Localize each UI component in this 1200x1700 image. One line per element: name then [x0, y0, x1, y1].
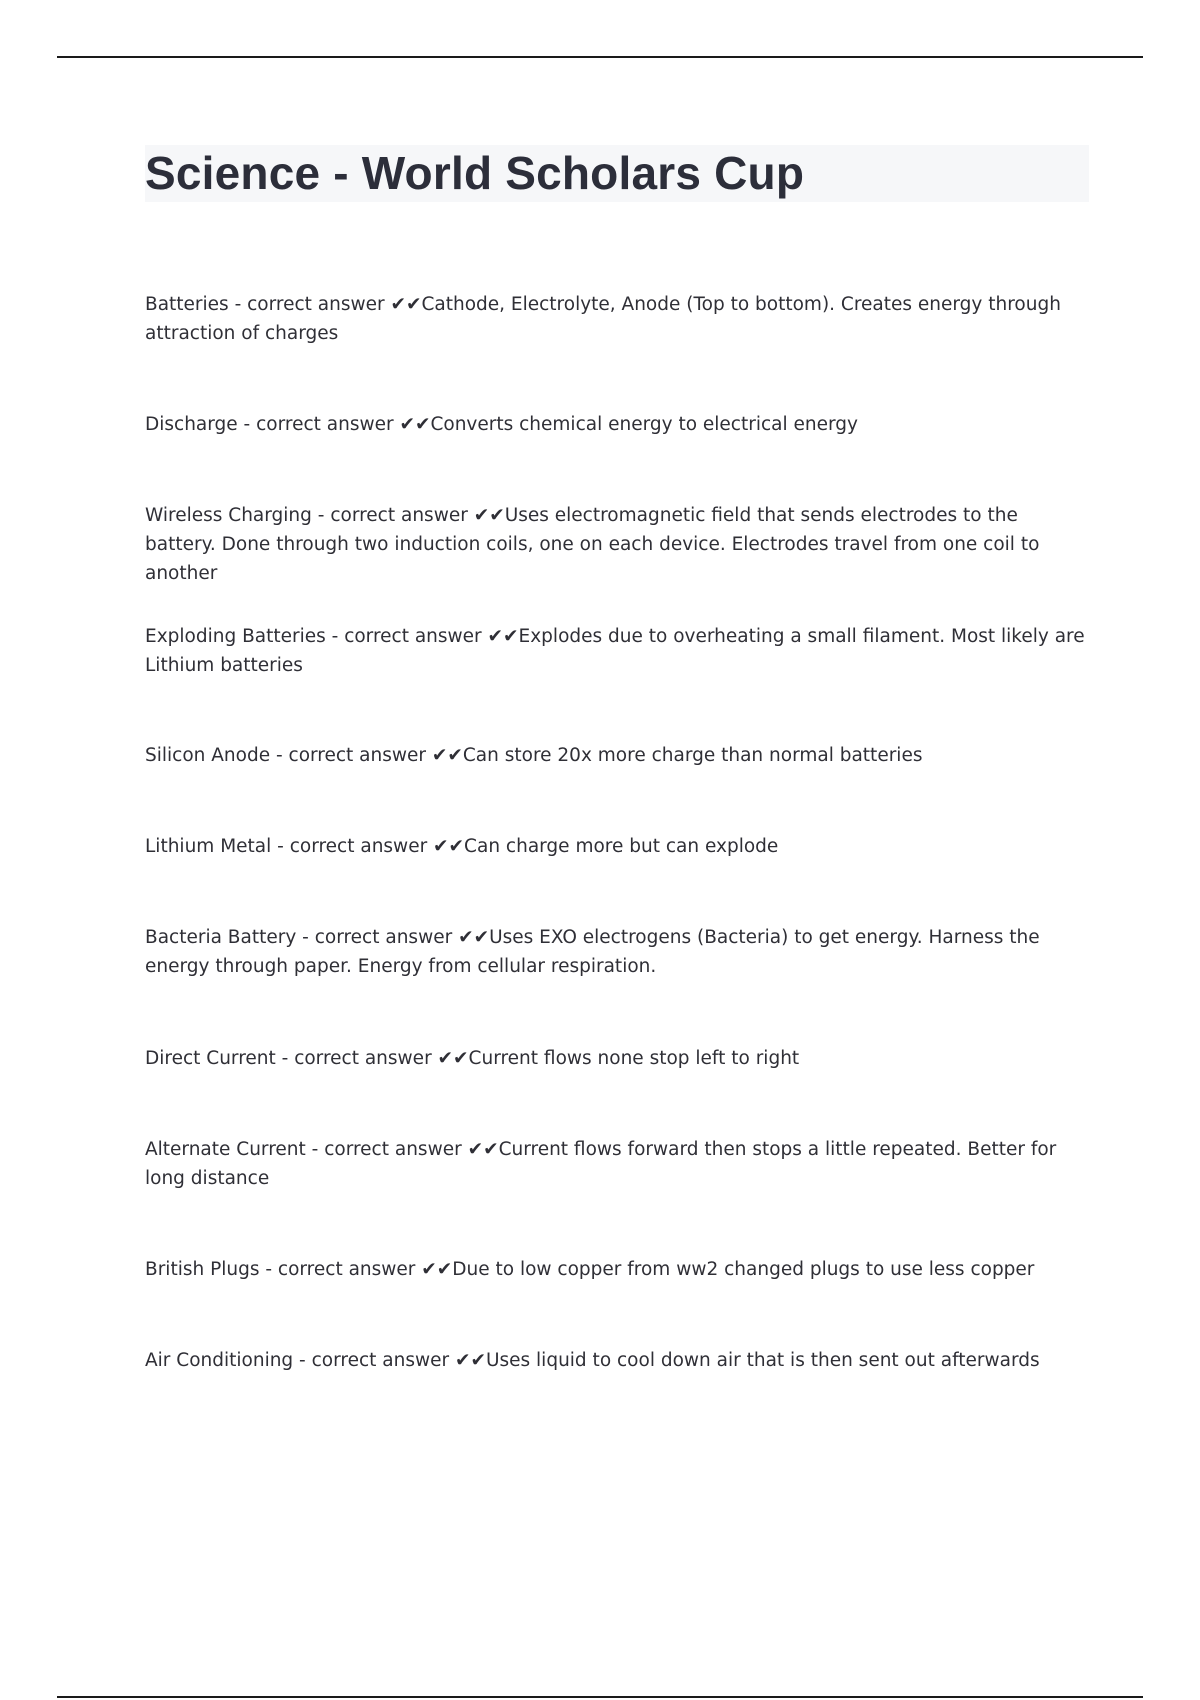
- entry-batteries: Batteries - correct answer ✔✔Cathode, Electrolyte, Anode (Top to bottom). Creates energy through attraction of charges: [145, 294, 1061, 344]
- entry-alternate-current: Alternate Current - correct answer ✔✔Current flows forward then stops a little repeated. Better for long distance: [145, 1139, 1057, 1189]
- entry-direct-current: Direct Current - correct answer ✔✔Current flows none stop left to right: [145, 1048, 800, 1069]
- entry-exploding-batteries: Exploding Batteries - correct answer ✔✔Explodes due to overheating a small filament. Most likely are Lithium batteries: [145, 626, 1085, 676]
- entry-discharge: Discharge - correct answer ✔✔Converts chemical energy to electrical energy: [145, 414, 858, 435]
- document-title: Science - World Scholars Cup: [145, 147, 805, 199]
- entry-bacteria-battery: Bacteria Battery - correct answer ✔✔Uses EXO electrogens (Bacteria) to get energy. Harness the energy through paper. Energy from cellular respiration.: [145, 927, 1040, 977]
- bottom-rule: [57, 1696, 1143, 1698]
- top-rule: [57, 56, 1143, 58]
- entry-wireless-charging: Wireless Charging - correct answer ✔✔Uses electromagnetic field that sends electrodes to the battery. Done through two induction coils, one on each device. Electrodes travel from one coil to another: [145, 505, 1040, 584]
- entry-british-plugs: British Plugs - correct answer ✔✔Due to low copper from ww2 changed plugs to use less copper: [145, 1259, 1035, 1280]
- entry-silicon-anode: Silicon Anode - correct answer ✔✔Can store 20x more charge than normal batteries: [145, 745, 923, 766]
- entry-air-conditioning: Air Conditioning - correct answer ✔✔Uses liquid to cool down air that is then sent out afterwards: [145, 1350, 1040, 1371]
- entry-lithium-metal: Lithium Metal - correct answer ✔✔Can charge more but can explode: [145, 836, 779, 857]
